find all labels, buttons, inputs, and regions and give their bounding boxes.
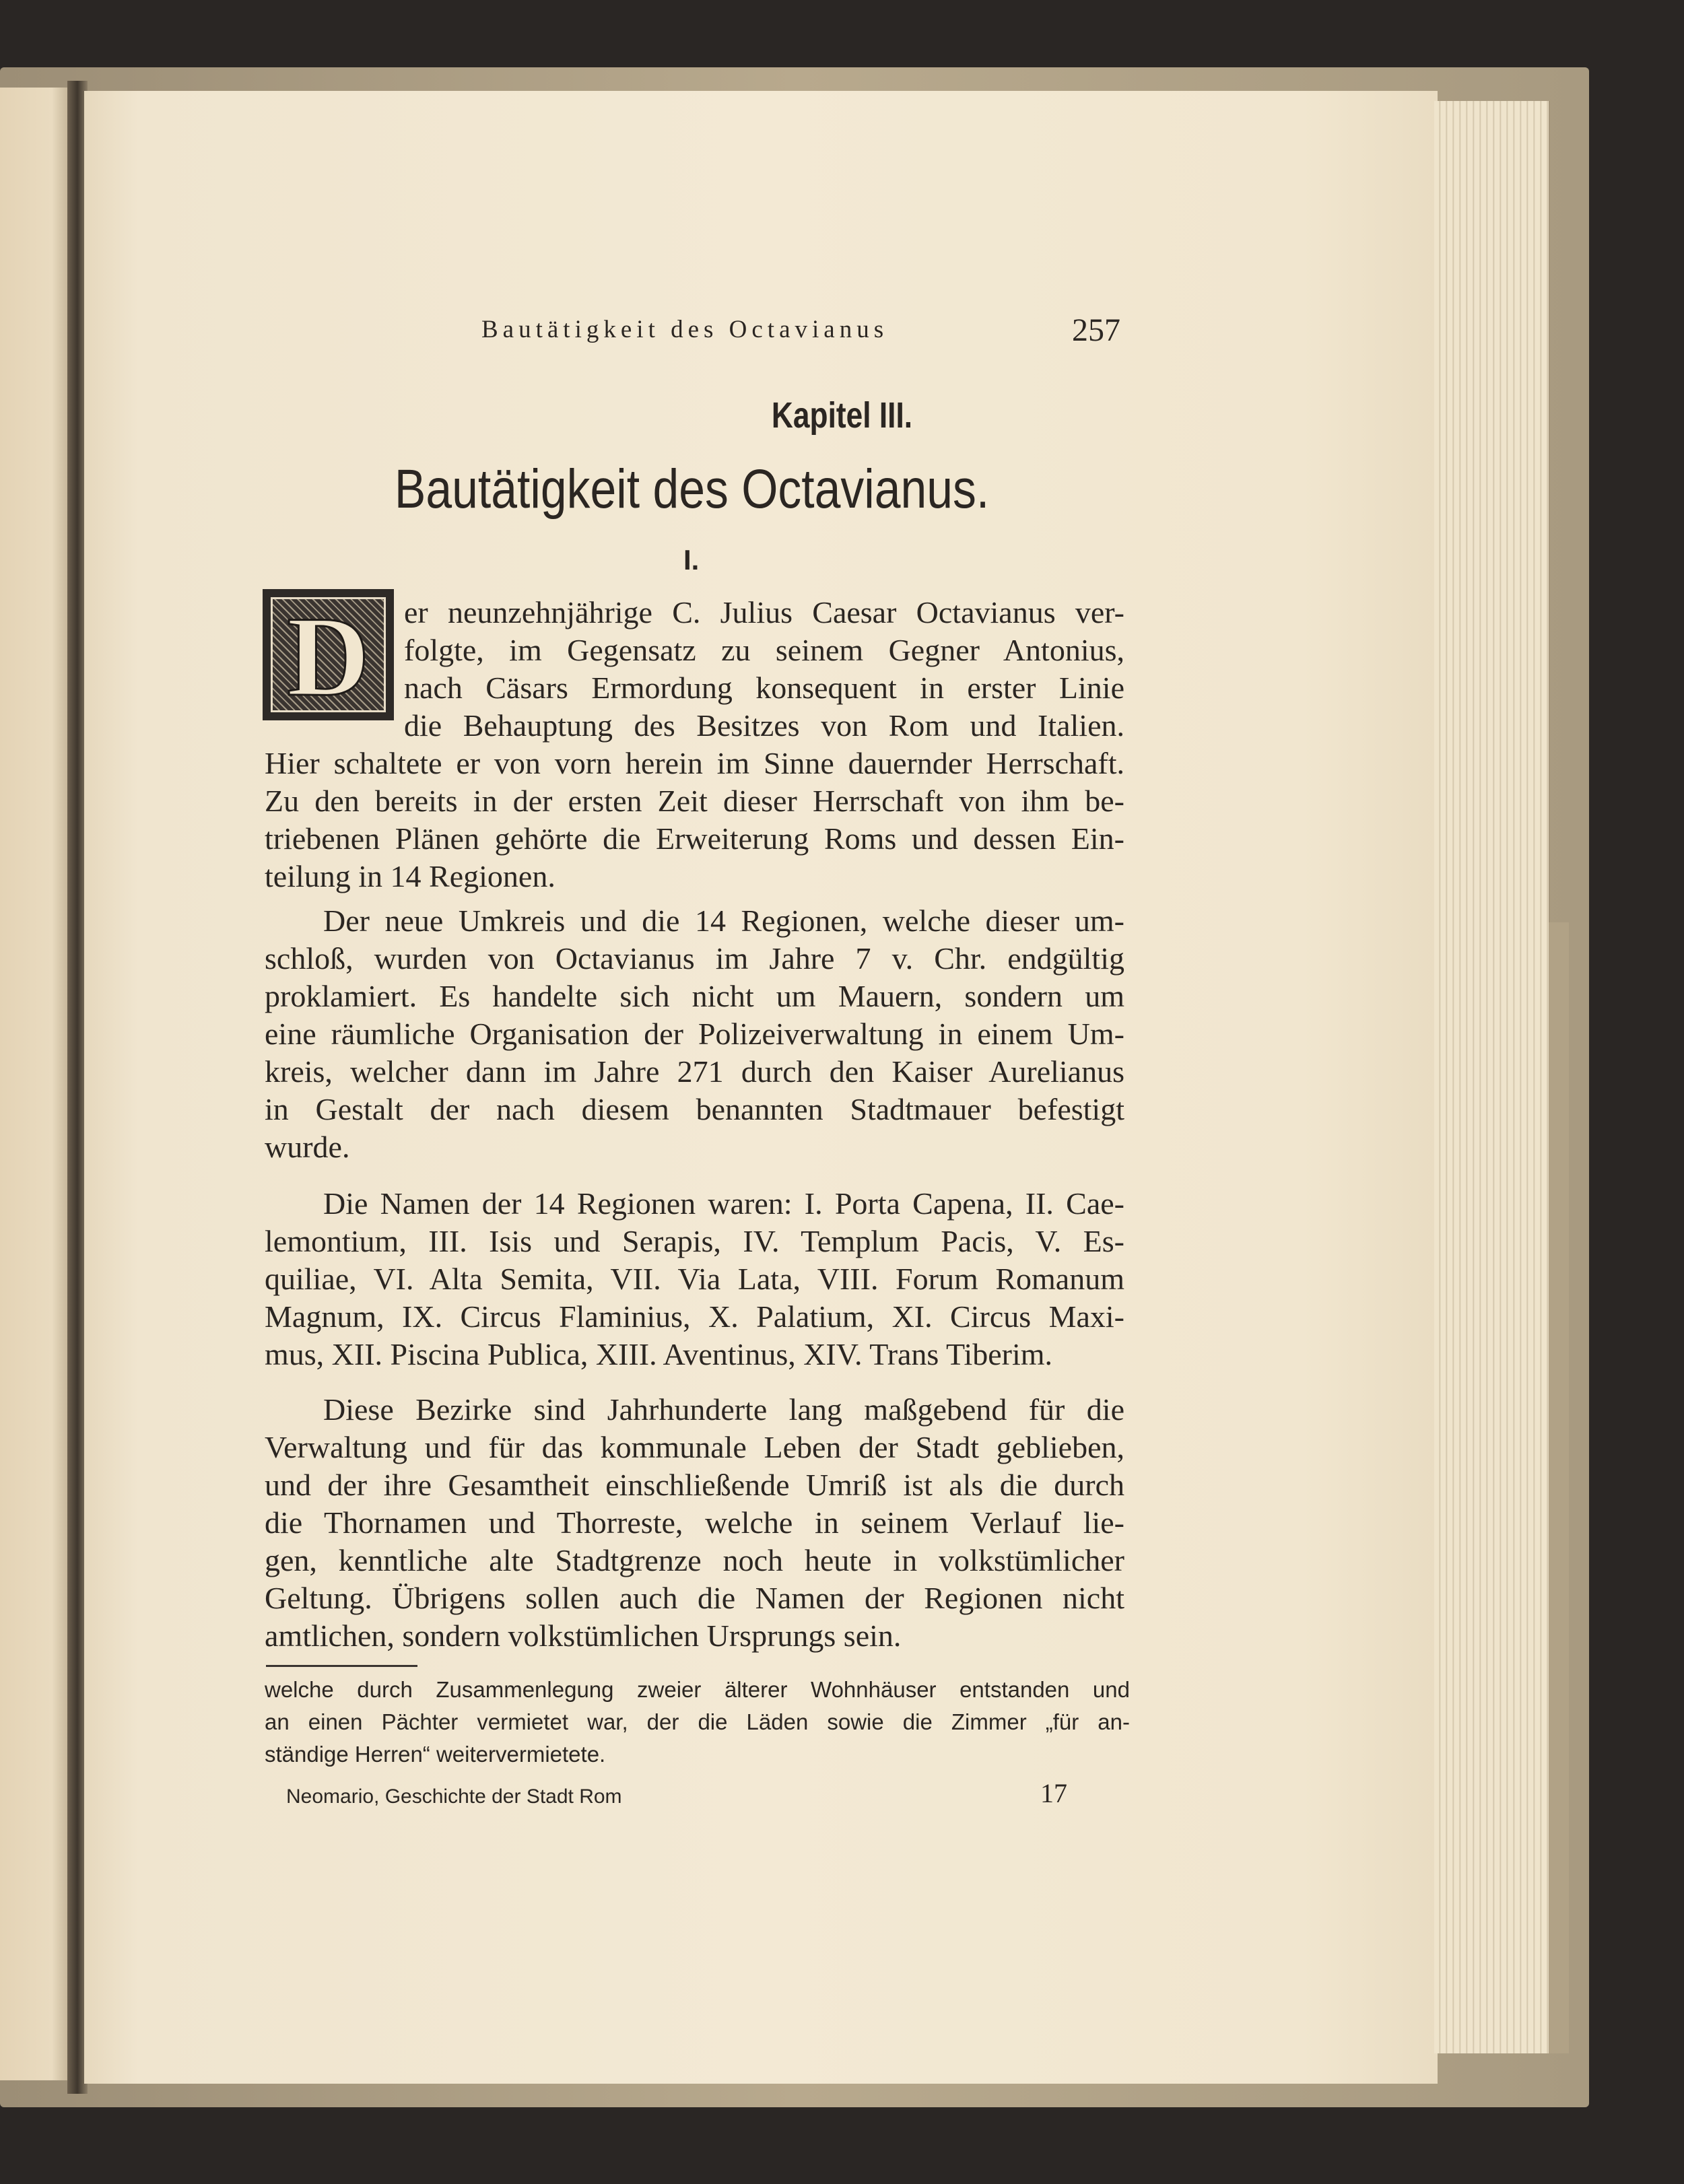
page-stack-edges xyxy=(1434,101,1550,2053)
footnote-line: ständige Herren“ weitervermietete. xyxy=(265,1742,606,1767)
running-head: Bautätigkeit des Octavianus xyxy=(481,316,889,343)
body-line: die Thornamen und Thorreste, welche in seinem Verlauf lie- xyxy=(265,1505,1124,1540)
body-line: proklamiert. Es handelte sich nicht um Mauern, sondern um xyxy=(265,979,1124,1013)
body-line: Die Namen der 14 Regionen waren: I. Porta Capena, II. Cae- xyxy=(323,1186,1124,1221)
body-line: Hier schaltete er von vorn herein im Sinne dauernder Herrschaft. xyxy=(265,746,1124,780)
body-line: lemontium, III. Isis und Serapis, IV. Templum Pacis, V. Es- xyxy=(265,1224,1124,1258)
body-line: und der ihre Gesamtheit einschließende Umriß ist als die durch xyxy=(265,1468,1124,1502)
body-line: Zu den bereits in der ersten Zeit dieser Herrschaft von ihm be- xyxy=(265,784,1124,818)
footnote-line: welche durch Zusammenlegung zweier älterer Wohnhäuser entstanden und xyxy=(265,1677,1130,1702)
cover-edge-shade xyxy=(1549,922,1569,2053)
body-line: mus, XII. Piscina Publica, XIII. Aventinus, XIV. Trans Tiberim. xyxy=(265,1337,1053,1371)
body-line: triebenen Plänen gehörte die Erweiterung Roms und dessen Ein- xyxy=(265,821,1124,856)
body-line: Geltung. Übrigens sollen auch die Namen der Regionen nicht xyxy=(265,1581,1124,1615)
chapter-title: Bautätigkeit des Octavianus. xyxy=(394,458,990,520)
body-line: teilung in 14 Regionen. xyxy=(265,859,555,893)
body-line: Verwaltung und für das kommunale Leben der Stadt geblieben, xyxy=(265,1430,1124,1464)
body-line: kreis, welcher dann im Jahre 271 durch den Kaiser Aurelianus xyxy=(265,1054,1124,1089)
drop-cap-letter: D xyxy=(287,593,370,720)
body-line: eine räumliche Organisation der Polizeiverwaltung in einem Um- xyxy=(265,1017,1124,1051)
page-number: 257 xyxy=(1072,312,1120,348)
printer-signature: Neomario, Geschichte der Stadt Rom xyxy=(286,1785,622,1808)
body-line: amtlichen, sondern volkstümlichen Ursprungs sein. xyxy=(265,1618,902,1653)
body-line: nach Cäsars Ermordung konsequent in erster Linie xyxy=(404,671,1124,705)
drop-cap-initial xyxy=(263,589,394,720)
section-number: I. xyxy=(683,544,700,576)
left-page-edge xyxy=(0,88,74,2080)
body-line: in Gestalt der nach diesem benannten Stadtmauer befestigt xyxy=(265,1092,1124,1126)
footnote-line: an einen Pächter vermietet war, der die Läden sowie die Zimmer „für an- xyxy=(265,1709,1130,1734)
body-line: er neunzehnjährige C. Julius Caesar Octavianus ver- xyxy=(404,595,1124,629)
body-line: Magnum, IX. Circus Flaminius, X. Palatium, XI. Circus Maxi- xyxy=(265,1299,1124,1334)
body-line: gen, kenntliche alte Stadtgrenze noch heute in volkstümlicher xyxy=(265,1543,1124,1577)
footnote-rule xyxy=(266,1665,417,1667)
body-line: schloß, wurden von Octavianus im Jahre 7 v. Chr. endgültig xyxy=(265,941,1124,976)
body-line: folgte, im Gegensatz zu seinem Gegner Antonius, xyxy=(404,633,1124,667)
body-line: Der neue Umkreis und die 14 Regionen, welche dieser um- xyxy=(323,903,1124,938)
sheet-number: 17 xyxy=(1040,1778,1067,1808)
body-line: wurde. xyxy=(265,1130,350,1164)
body-line: Diese Bezirke sind Jahrhunderte lang maßgebend für die xyxy=(323,1392,1124,1427)
body-line: quiliae, VI. Alta Semita, VII. Via Lata, VIII. Forum Romanum xyxy=(265,1262,1124,1296)
chapter-heading: Kapitel III. xyxy=(771,395,913,436)
body-line: die Behauptung des Besitzes von Rom und Italien. xyxy=(404,708,1124,743)
